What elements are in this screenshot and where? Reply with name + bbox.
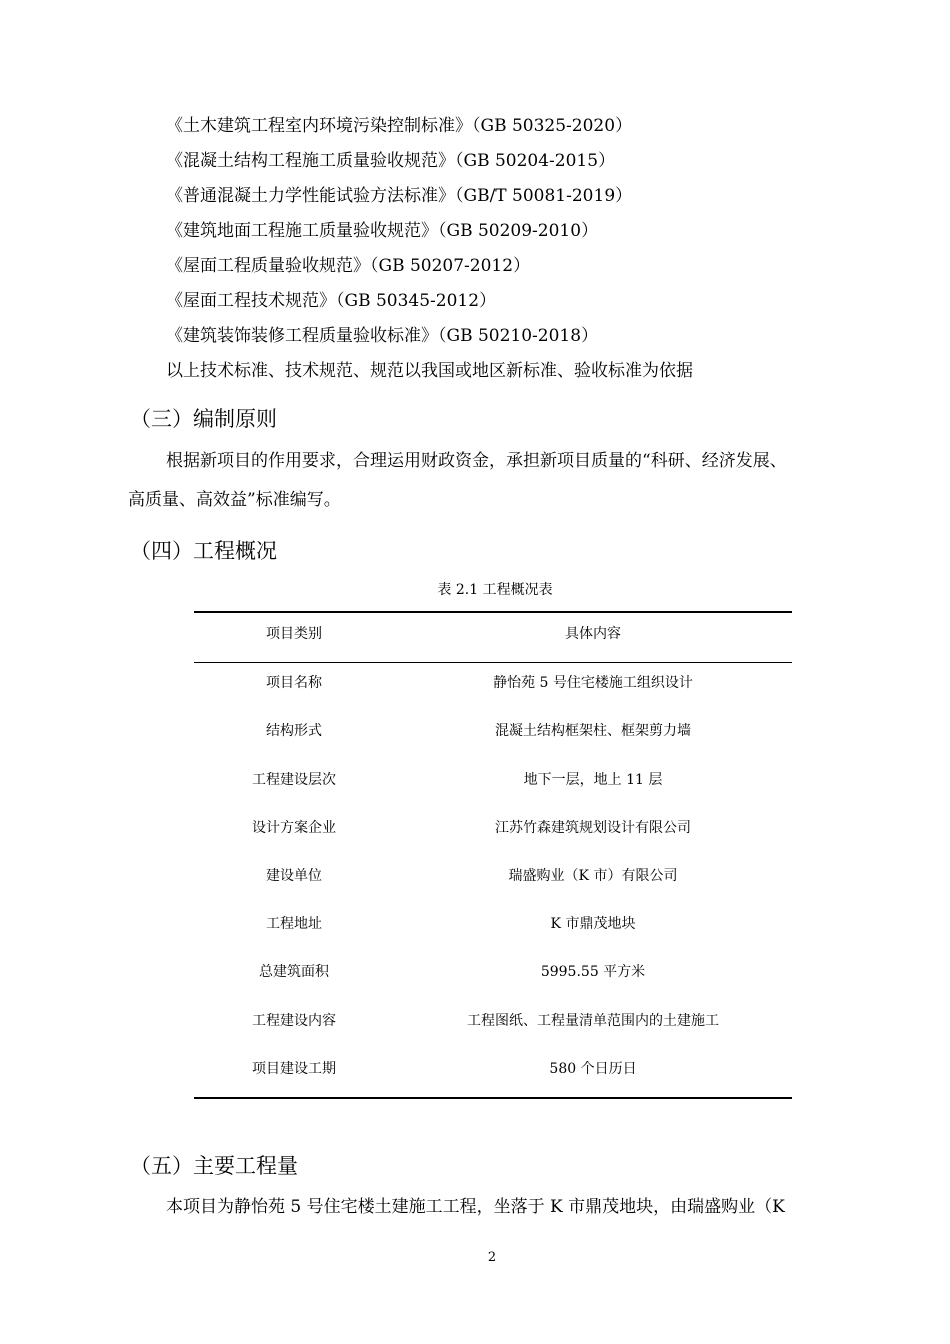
standard-item: 《屋面工程质量验收规范》（GB 50207-2012） [166,256,531,276]
quantities-paragraph-line: 本项目为静怡苑 5 号住宅楼土建施工工程，坐落于 K 市鼎茂地块，由瑞盛购业（K [166,1197,785,1217]
standard-item: 《普通混凝土力学性能试验方法标准》（GB/T 50081-2019） [166,186,633,206]
table-cell-category: 总建筑面积 [259,964,329,980]
table-header-cell: 具体内容 [565,626,621,642]
table-cell-category: 项目名称 [266,675,322,691]
page-number: 2 [487,1250,497,1265]
table-cell-content: 混凝土结构框架柱、框架剪力墙 [495,723,691,739]
table-cell-content: 580 个日历日 [549,1061,637,1077]
table-header-rule [194,662,792,663]
table-cell-content: 工程图纸、工程量清单范围内的土建施工 [467,1013,719,1029]
section-heading-quantities: （五）主要工程量 [130,1154,298,1178]
section-heading-overview: （四）工程概况 [130,539,277,563]
standard-item: 《混凝土结构工程施工质量验收规范》（GB 50204-2015） [166,151,616,171]
table-cell-category: 设计方案企业 [252,820,336,836]
table-caption: 表 2.1 工程概况表 [437,582,553,598]
standards-note: 以上技术标准、技术规范、规范以我国或地区新标准、验收标准为依据 [166,361,693,381]
table-cell-category: 工程建设层次 [252,772,336,788]
table-cell-category: 工程建设内容 [252,1013,336,1029]
table-cell-content: 江苏竹森建筑规划设计有限公司 [495,820,691,836]
standard-item: 《土木建筑工程室内环境污染控制标准》（GB 50325-2020） [166,116,633,136]
standard-item: 《屋面工程技术规范》（GB 50345-2012） [166,291,497,311]
table-cell-category: 项目建设工期 [252,1061,336,1077]
table-cell-content: 地下一层，地上 11 层 [523,772,663,788]
table-cell-category: 建设单位 [266,868,322,884]
table-cell-content: K 市鼎茂地块 [550,916,636,932]
table-header-cell: 项目类别 [266,626,322,642]
table-cell-content: 瑞盛购业（K 市）有限公司 [508,868,678,884]
table-top-rule [194,611,792,613]
table-cell-category: 工程地址 [266,916,322,932]
standard-item: 《建筑装饰装修工程质量验收标准》（GB 50210-2018） [166,326,599,346]
principles-paragraph-line: 根据新项目的作用要求，合理运用财政资金，承担新项目质量的“科研、经济发展、 [166,451,787,471]
table-cell-content: 静怡苑 5 号住宅楼施工组织设计 [493,675,693,691]
table-bottom-rule [194,1097,792,1099]
table-cell-content: 5995.55 平方米 [540,964,646,980]
standard-item: 《建筑地面工程施工质量验收规范》（GB 50209-2010） [166,221,599,241]
table-cell-category: 结构形式 [266,723,322,739]
principles-paragraph-line: 高质量、高效益”标准编写。 [128,490,341,510]
section-heading-principles: （三）编制原则 [130,407,277,431]
